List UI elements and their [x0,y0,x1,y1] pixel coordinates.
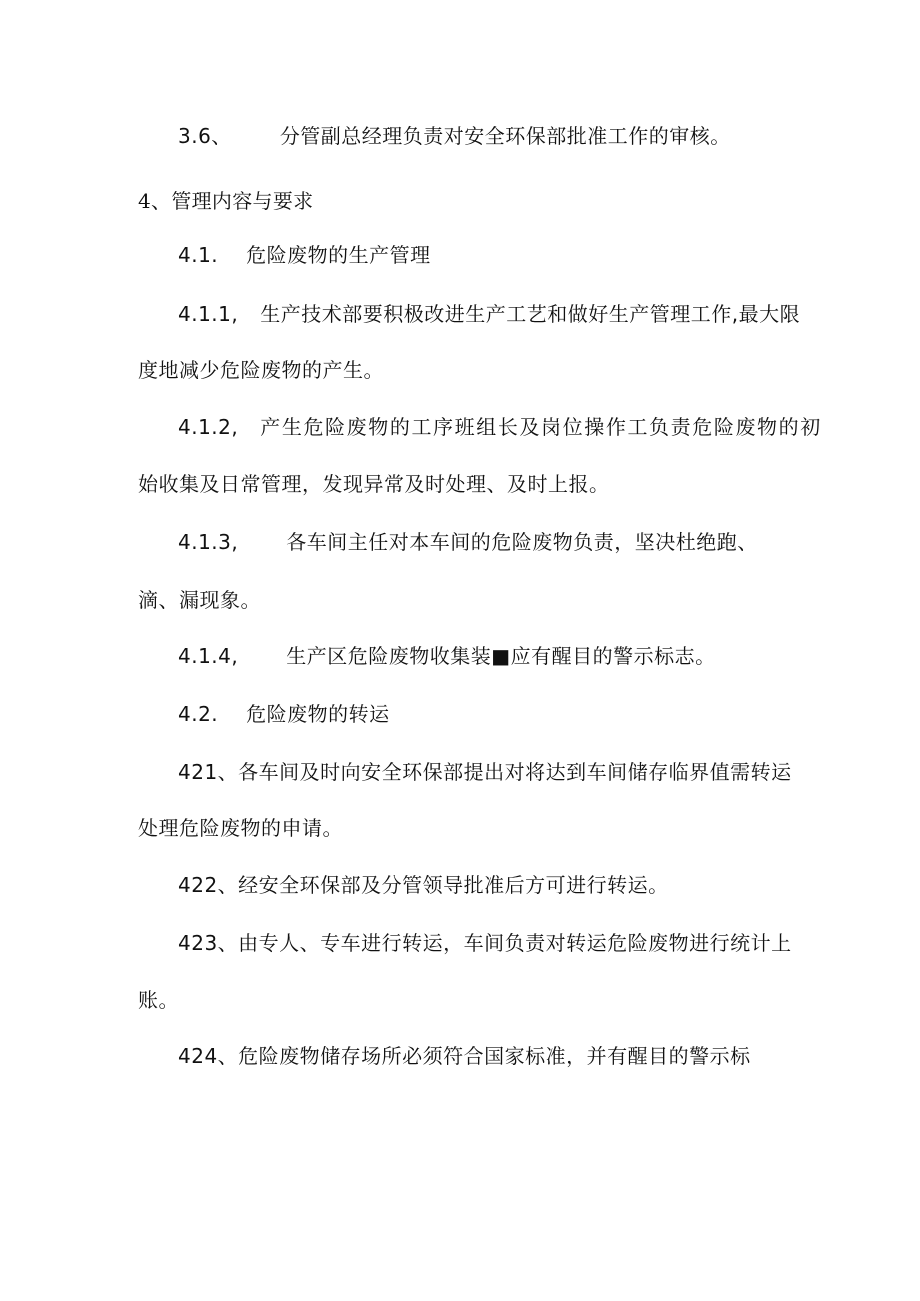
item-number: 4.2. [178,702,219,726]
item-423-continued: 账。 [138,988,179,1012]
item-4-1 [178,243,431,267]
item-4-1-2-continued: 始收集及日常管理，发现异常及时处理、及时上报。 [138,472,610,496]
item-4-1-2 [178,415,822,439]
item-number: 4.1.1, [178,302,239,326]
item-text: 危险废物的生产管理 [246,243,431,267]
item-text: 生产区危险废物收集装■应有醒目的警示标志。 [286,644,716,668]
item-number: 4.1.2, [178,415,239,439]
item-3-6 [178,124,731,148]
item-number: 4.1.3, [178,530,239,554]
item-421: 421、各车间及时向安全环保部提出对将达到车间储存临界值需转运 [178,760,792,784]
item-423: 423、由专人、专车进行转运，车间负责对转运危险废物进行统计上 [178,931,792,955]
item-424: 424、危险废物储存场所必须符合国家标准，并有醒目的警示标 [178,1044,751,1068]
item-text: 生产技术部要积极改进生产工艺和做好生产管理工作,最大限 [260,302,801,326]
item-text: 产生危险废物的工序班组长及岗位操作工负责危险废物的初 [260,415,822,439]
item-4-1-4 [178,644,716,668]
item-text: 各车间主任对本车间的危险废物负责，坚决杜绝跑、 [286,530,758,554]
item-4-1-1-continued: 度地减少危险废物的产生。 [138,358,384,382]
section-heading: 4、管理内容与要求 [138,189,314,213]
item-number: 3.6、 [178,124,232,148]
item-text: 分管副总经理负责对安全环保部批准工作的审核。 [279,124,731,148]
item-4-2 [178,702,390,726]
item-number: 4.1.4, [178,644,239,668]
item-text: 危险废物的转运 [246,702,390,726]
item-number: 4.1. [178,243,219,267]
item-4-1-1 [178,302,800,326]
item-422: 422、经安全环保部及分管领导批准后方可进行转运。 [178,873,669,897]
item-4-1-3-continued: 滴、漏现象。 [138,588,261,612]
item-421-continued: 处理危险废物的申请。 [138,816,343,840]
item-4-1-3 [178,530,758,554]
